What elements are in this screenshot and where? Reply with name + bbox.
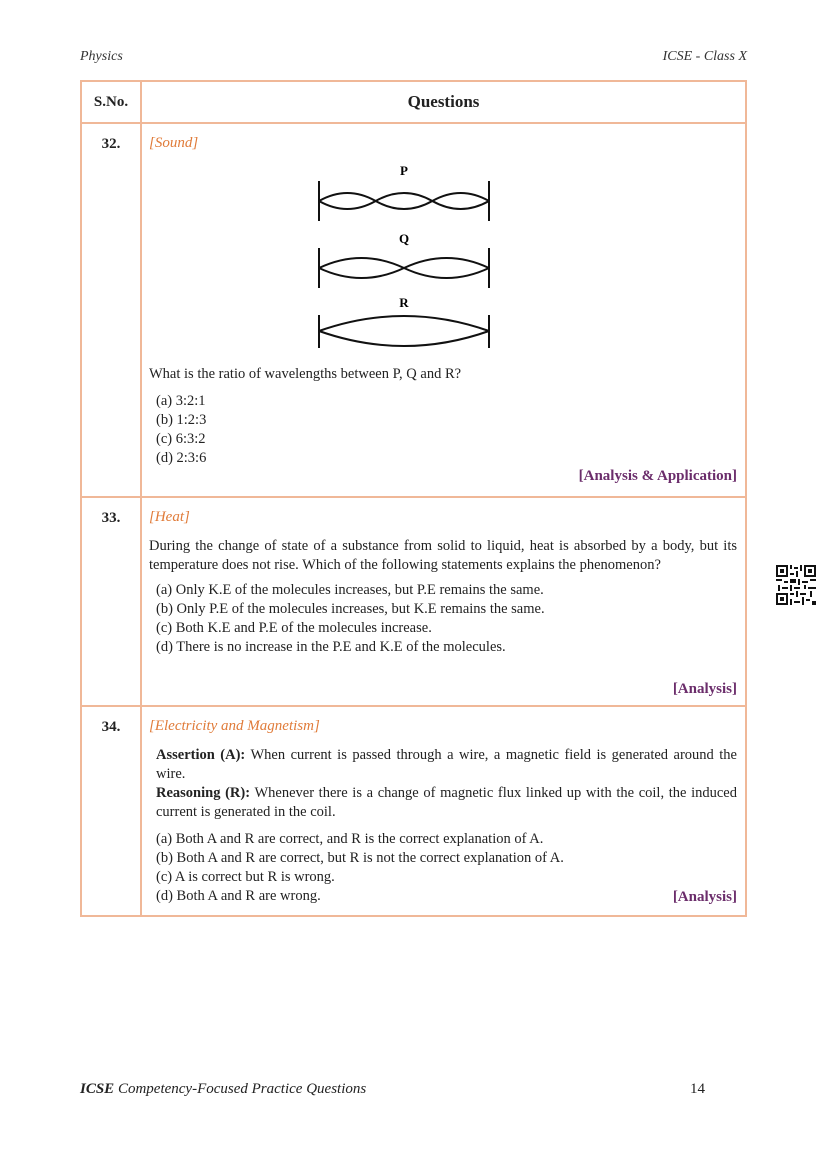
col-sno-header: S.No.: [81, 81, 141, 123]
qr-code-icon[interactable]: [776, 565, 816, 605]
question-row: [81, 123, 746, 497]
option-c: (c) A is correct but R is wrong.: [156, 869, 335, 885]
option-d: (d) Both A and R are wrong.: [156, 888, 321, 904]
skill-tag: [Analysis]: [672, 889, 737, 905]
skill-tag: [Analysis & Application]: [578, 468, 737, 484]
table-header-row: [81, 81, 746, 123]
option-list: [149, 830, 737, 906]
option-c: (c) 6:3:2: [156, 431, 206, 447]
question-text: During the change of state of a substance from solid to liquid, heat is absorbed by a body, but its temperature does not rise. Which of the following statements explains the phenomenon?: [149, 538, 737, 573]
question-cell: [141, 706, 746, 916]
option-a: (a) Both A and R are correct, and R is the correct explanation of A.: [156, 831, 544, 847]
option-b: (b) 1:2:3: [156, 412, 207, 428]
standing-wave-figure: [309, 163, 509, 353]
skill-tag: [Analysis]: [672, 681, 737, 697]
footer-brand: ICSE: [80, 1081, 115, 1097]
question-cell: [141, 123, 746, 497]
question-number: 33.: [81, 497, 141, 706]
footer-title: [80, 1081, 366, 1098]
question-text: What is the ratio of wavelengths between P, Q and R?: [149, 366, 462, 382]
assertion-label: Assertion (A):: [156, 747, 246, 763]
page-number: 14: [690, 1081, 705, 1097]
option-a: (a) Only K.E of the molecules increases, but P.E remains the same.: [156, 582, 544, 598]
option-b: (b) Both A and R are correct, but R is not the correct explanation of A.: [156, 850, 564, 866]
option-d: (d) 2:3:6: [156, 450, 207, 466]
question-row: [81, 497, 746, 706]
assertion-text: When current is passed through a wire, a magnetic field is generated around the wire.: [156, 747, 737, 782]
header-subject: Physics: [80, 49, 123, 64]
question-cell: [141, 497, 746, 706]
questions-table: [80, 80, 747, 917]
assertion-reasoning: [149, 746, 737, 822]
question-row: [81, 706, 746, 916]
option-d: (d) There is no increase in the P.E and K.E of the molecules.: [156, 639, 506, 655]
header-class: ICSE - Class X: [662, 49, 747, 64]
question-topic: [Sound]: [149, 135, 199, 151]
question-number: 32.: [81, 123, 141, 497]
figure-label-q: Q: [398, 231, 410, 246]
option-b: (b) Only P.E of the molecules increases, but K.E remains the same.: [156, 601, 545, 617]
reasoning-text: Whenever there is a change of magnetic flux linked up with the coil, the induced current is generated in the coil.: [156, 785, 737, 820]
figure-label-r: R: [399, 295, 409, 310]
option-list: [149, 581, 737, 657]
figure-label-p: P: [400, 163, 408, 178]
footer-text: Competency-Focused Practice Questions: [114, 1081, 367, 1097]
reasoning-label: Reasoning (R):: [156, 785, 251, 801]
question-topic: [Electricity and Magnetism]: [149, 718, 320, 734]
question-topic: [Heat]: [149, 509, 190, 525]
col-questions-header: Questions: [141, 81, 746, 123]
option-a: (a) 3:2:1: [156, 393, 206, 409]
option-list: [149, 392, 737, 468]
option-c: (c) Both K.E and P.E of the molecules increase.: [156, 620, 432, 636]
question-number: 34.: [81, 706, 141, 916]
